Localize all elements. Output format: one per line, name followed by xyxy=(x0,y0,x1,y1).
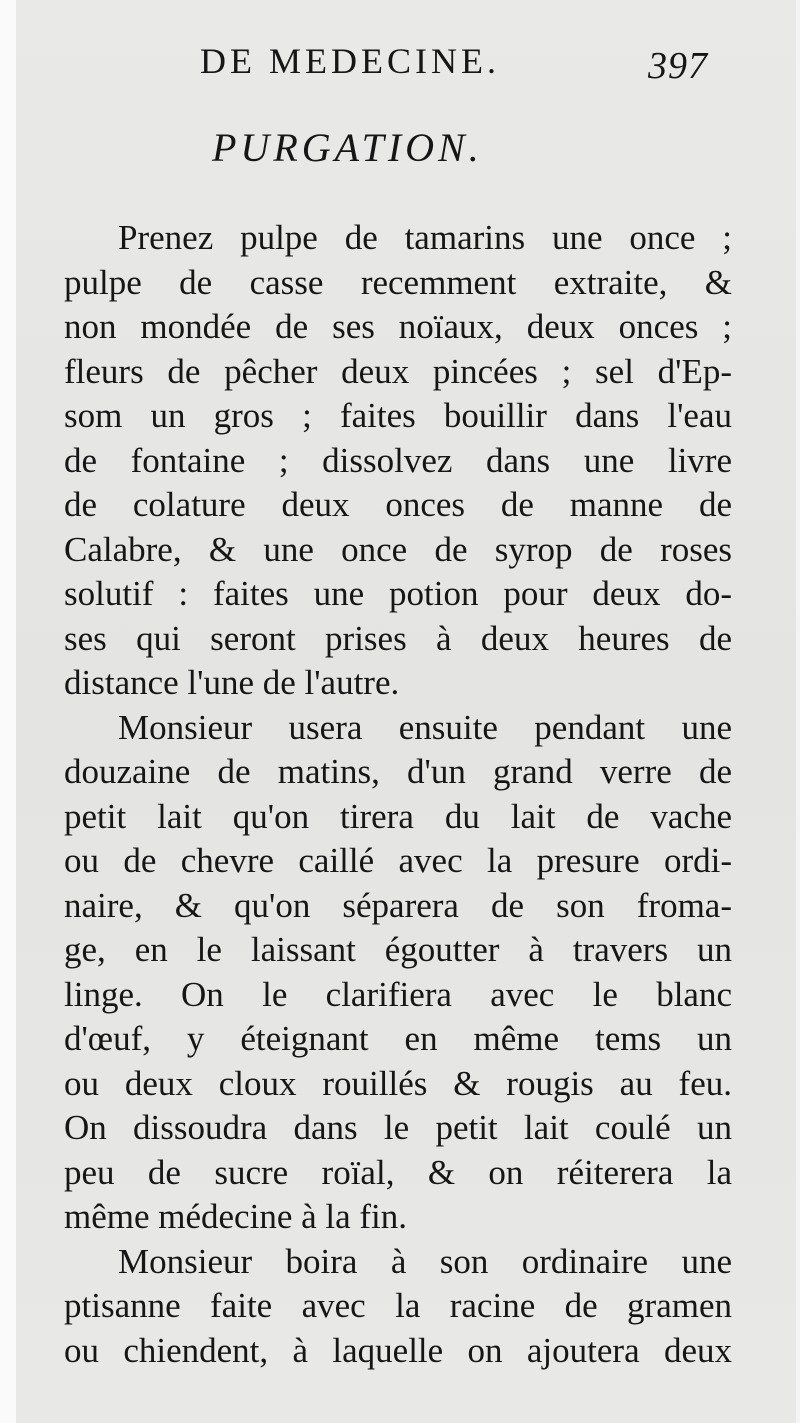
text-line: même médecine à la fin. xyxy=(64,1197,408,1236)
text-line: d'œuf, y éteignant en même tems un xyxy=(64,1019,732,1058)
text-line: ptisanne faite avec la racine de gramen xyxy=(64,1286,732,1325)
paragraph-1 xyxy=(64,216,732,706)
text-line: ou de chevre caillé avec la presure ordi- xyxy=(64,841,732,880)
section-title: PURGATION. xyxy=(212,125,483,170)
body-text xyxy=(64,216,732,1373)
text-line: ses qui seront prises à deux heures de xyxy=(64,618,732,658)
text-line: On dissoudra dans le petit lait coulé un xyxy=(64,1108,732,1147)
text-line: peu de sucre roïal, & on réiterera la xyxy=(64,1152,732,1192)
text-line: ge, en le laissant égoutter à travers un xyxy=(64,930,732,969)
text-line: ou chiendent, à laquelle on ajoutera deux xyxy=(64,1330,732,1370)
text-line: Calabre, & une once de syrop de roses xyxy=(64,529,732,569)
text-line: linge. On le clarifiera avec le blanc xyxy=(64,974,732,1014)
text-line: pulpe de casse recemment extraite, & xyxy=(64,262,732,302)
page-right-margin xyxy=(796,0,800,1423)
text-line: petit lait qu'on tirera du lait de vache xyxy=(64,796,732,836)
text-line: non mondée de ses noïaux, deux onces ; xyxy=(64,307,732,346)
running-head: DE MEDECINE. xyxy=(200,41,500,81)
page-number: 397 xyxy=(648,45,708,87)
text-line: de colature deux onces de manne de xyxy=(64,485,732,524)
text-line: ou deux cloux rouillés & rougis au feu. xyxy=(64,1063,732,1103)
text-line: de fontaine ; dissolvez dans une livre xyxy=(64,440,732,480)
paragraph-3 xyxy=(64,1240,732,1374)
paragraph-2 xyxy=(64,706,732,1240)
text-line: fleurs de pêcher deux pincées ; sel d'Ep- xyxy=(64,351,732,391)
text-line: naire, & qu'on séparera de son froma- xyxy=(64,885,732,925)
text-line: Monsieur usera ensuite pendant une xyxy=(118,707,732,747)
text-line: distance l'une de l'autre. xyxy=(64,663,400,702)
text-line: solutif : faites une potion pour deux do- xyxy=(64,574,732,613)
page-left-margin xyxy=(0,0,16,1423)
text-line: Monsieur boira à son ordinaire une xyxy=(118,1241,732,1281)
text-line: som un gros ; faites bouillir dans l'eau xyxy=(64,396,732,435)
text-line: douzaine de matins, d'un grand verre de xyxy=(64,752,732,791)
text-line: Prenez pulpe de tamarins une once ; xyxy=(118,218,732,257)
